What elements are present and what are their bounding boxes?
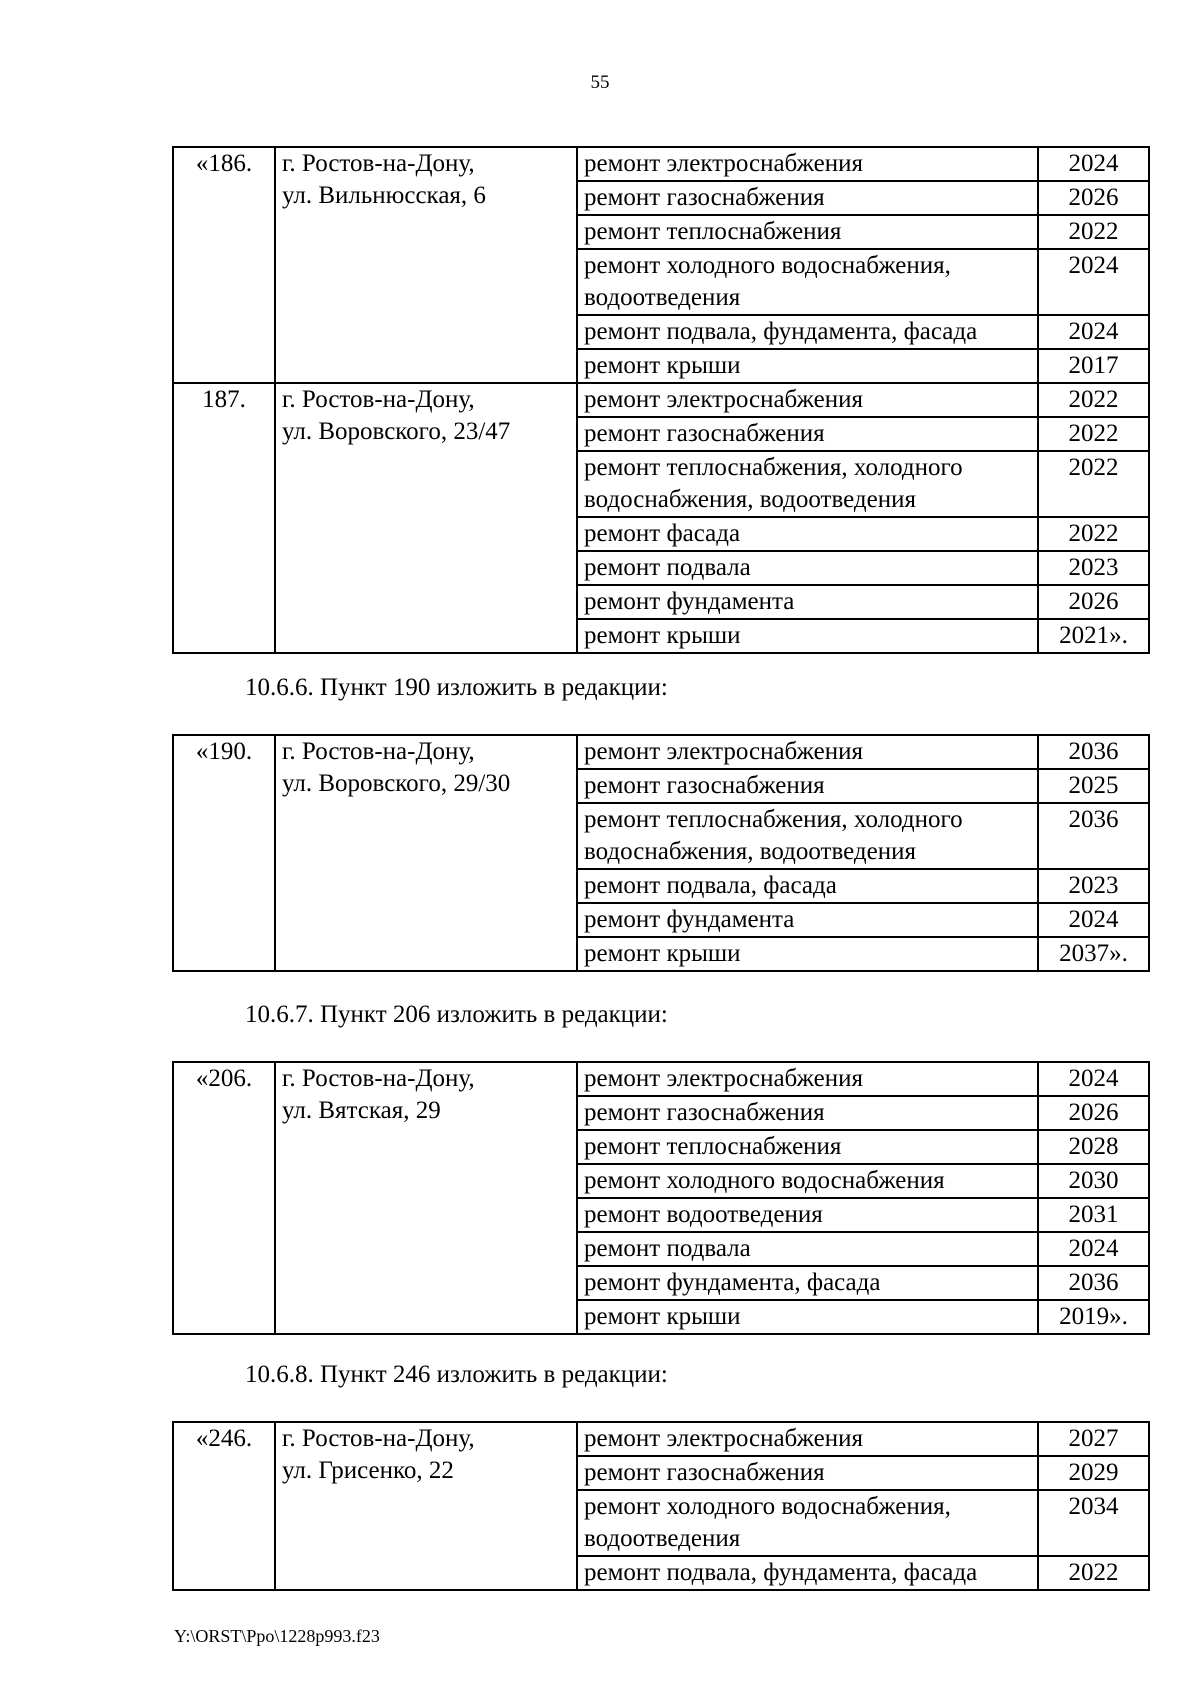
- work-year: 2031: [1038, 1198, 1149, 1232]
- table-row: [173, 735, 1149, 769]
- work-year: 2022: [1038, 383, 1149, 417]
- work-name: ремонт газоснабжения: [577, 417, 1038, 451]
- work-name: ремонт фундамента, фасада: [577, 1266, 1038, 1300]
- work-name: ремонт крыши: [577, 619, 1038, 653]
- table-row: [173, 1422, 1149, 1456]
- repair-table-3: [172, 1061, 1150, 1335]
- work-name: ремонт подвала, фундамента, фасада: [577, 315, 1038, 349]
- address-street: ул. Грисенко, 22: [282, 1457, 454, 1484]
- work-year: 2036: [1038, 803, 1149, 869]
- table-row: [173, 383, 1149, 417]
- work-name: ремонт теплоснабжения: [577, 1130, 1038, 1164]
- work-name: ремонт холодного водоснабжения: [577, 1164, 1038, 1198]
- work-name: ремонт электроснабжения: [577, 1062, 1038, 1096]
- work-name: ремонт фундамента: [577, 903, 1038, 937]
- address-cell: [275, 147, 577, 383]
- address-street: ул. Воровского, 23/47: [282, 418, 511, 445]
- address-cell: [275, 383, 577, 653]
- work-name: ремонт подвала, фундамента, фасада: [577, 1556, 1038, 1590]
- repair-table-2: [172, 734, 1150, 972]
- work-name: ремонт фасада: [577, 517, 1038, 551]
- work-name: ремонт подвала: [577, 1232, 1038, 1266]
- work-year: 2036: [1038, 1266, 1149, 1300]
- table-row: [173, 147, 1149, 181]
- work-year: 2030: [1038, 1164, 1149, 1198]
- work-name: ремонт газоснабжения: [577, 769, 1038, 803]
- work-name: ремонт газоснабжения: [577, 181, 1038, 215]
- section-heading: 10.6.8. Пункт 246 изложить в редакции:: [245, 1361, 668, 1388]
- repair-table-1: [172, 146, 1150, 654]
- work-name: ремонт крыши: [577, 349, 1038, 383]
- work-year: 2017: [1038, 349, 1149, 383]
- address-city: г. Ростов-на-Дону,: [282, 1065, 475, 1092]
- work-name: ремонт газоснабжения: [577, 1456, 1038, 1490]
- work-year: 2021».: [1038, 619, 1149, 653]
- work-name: ремонт газоснабжения: [577, 1096, 1038, 1130]
- address-cell: [275, 1422, 577, 1590]
- work-name: ремонт теплоснабжения, холодного водоснабжения, водоотведения: [577, 451, 1038, 517]
- table-row: [173, 1062, 1149, 1096]
- work-year: 2019».: [1038, 1300, 1149, 1334]
- address-street: ул. Вильнюсская, 6: [282, 182, 486, 209]
- work-year: 2022: [1038, 451, 1149, 517]
- work-name: ремонт подвала: [577, 551, 1038, 585]
- work-name: ремонт электроснабжения: [577, 147, 1038, 181]
- work-year: 2024: [1038, 249, 1149, 315]
- address-city: г. Ростов-на-Дону,: [282, 738, 475, 765]
- work-year: 2022: [1038, 1556, 1149, 1590]
- work-year: 2024: [1038, 903, 1149, 937]
- work-name: ремонт холодного водоснабжения, водоотведения: [577, 1490, 1038, 1556]
- work-year: 2025: [1038, 769, 1149, 803]
- work-name: ремонт теплоснабжения, холодного водоснабжения, водоотведения: [577, 803, 1038, 869]
- work-year: 2036: [1038, 735, 1149, 769]
- work-year: 2023: [1038, 551, 1149, 585]
- item-number: «206.: [173, 1062, 275, 1334]
- work-year: 2034: [1038, 1490, 1149, 1556]
- work-name: ремонт фундамента: [577, 585, 1038, 619]
- footer-file-path: Y:\ORST\Ppo\1228p993.f23: [174, 1626, 380, 1646]
- address-street: ул. Вятская, 29: [282, 1097, 441, 1124]
- work-name: ремонт водоотведения: [577, 1198, 1038, 1232]
- work-name: ремонт электроснабжения: [577, 383, 1038, 417]
- item-number: «190.: [173, 735, 275, 971]
- item-number: 187.: [173, 383, 275, 653]
- work-year: 2023: [1038, 869, 1149, 903]
- work-name: ремонт электроснабжения: [577, 1422, 1038, 1456]
- work-year: 2026: [1038, 585, 1149, 619]
- work-name: ремонт крыши: [577, 1300, 1038, 1334]
- address-city: г. Ростов-на-Дону,: [282, 1425, 475, 1452]
- work-year: 2024: [1038, 147, 1149, 181]
- section-heading: 10.6.6. Пункт 190 изложить в редакции:: [245, 674, 668, 701]
- work-year: 2028: [1038, 1130, 1149, 1164]
- work-year: 2022: [1038, 517, 1149, 551]
- section-heading: 10.6.7. Пункт 206 изложить в редакции:: [245, 1001, 668, 1028]
- work-year: 2024: [1038, 1232, 1149, 1266]
- item-number: «246.: [173, 1422, 275, 1590]
- address-city: г. Ростов-на-Дону,: [282, 150, 475, 177]
- address-cell: [275, 735, 577, 971]
- address-cell: [275, 1062, 577, 1334]
- address-city: г. Ростов-на-Дону,: [282, 386, 475, 413]
- work-year: 2026: [1038, 181, 1149, 215]
- work-year: 2037».: [1038, 937, 1149, 971]
- work-year: 2027: [1038, 1422, 1149, 1456]
- work-name: ремонт крыши: [577, 937, 1038, 971]
- page-number: 55: [590, 72, 610, 93]
- item-number: «186.: [173, 147, 275, 383]
- work-name: ремонт подвала, фасада: [577, 869, 1038, 903]
- work-name: ремонт теплоснабжения: [577, 215, 1038, 249]
- work-year: 2024: [1038, 1062, 1149, 1096]
- work-year: 2026: [1038, 1096, 1149, 1130]
- work-year: 2024: [1038, 315, 1149, 349]
- repair-table-4: [172, 1421, 1150, 1591]
- address-street: ул. Воровского, 29/30: [282, 770, 511, 797]
- work-name: ремонт электроснабжения: [577, 735, 1038, 769]
- work-name: ремонт холодного водоснабжения, водоотведения: [577, 249, 1038, 315]
- work-year: 2029: [1038, 1456, 1149, 1490]
- work-year: 2022: [1038, 417, 1149, 451]
- work-year: 2022: [1038, 215, 1149, 249]
